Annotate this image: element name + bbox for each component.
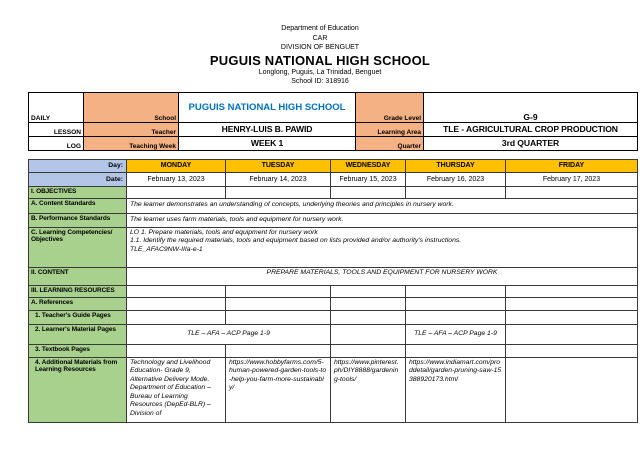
competencies-text <box>127 227 638 267</box>
learners-material-label: 2. Learner's Material Pages <box>29 324 127 344</box>
value-teacher: HENRY-LUIS B. PAWID <box>179 122 356 136</box>
competencies-row <box>29 227 638 267</box>
date-tuesday: February 14, 2023 <box>226 172 331 186</box>
school-name-heading: PUGUIS NATIONAL HIGH SCHOOL <box>209 52 431 68</box>
day-header-thursday: THURSDAY <box>406 159 506 172</box>
empty-cell <box>331 324 406 344</box>
additional-materials-label: 4. Additional Materials from Learning Resources <box>29 357 127 422</box>
empty-cell <box>506 186 638 198</box>
dll-main-table <box>28 159 638 423</box>
performance-standards-label: B. Performance Standards <box>29 213 127 227</box>
date-thursday: February 16, 2023 <box>406 172 506 186</box>
empty-cell <box>406 310 506 324</box>
division-line: DIVISION OF BENGUET <box>280 44 360 51</box>
dll-title-daily: DAILY <box>29 92 84 122</box>
school-id: School ID: 318916 <box>291 78 349 85</box>
competency-code: TLE_AFAC9NW-IIIa-e-1 <box>130 245 203 253</box>
learners-material-row <box>29 324 638 344</box>
dll-title-lesson: LESSON <box>29 122 84 136</box>
empty-cell <box>331 186 406 198</box>
empty-cell <box>506 285 638 297</box>
empty-cell <box>127 310 226 324</box>
empty-cell <box>226 297 331 310</box>
textbook-row <box>29 344 638 357</box>
references-row <box>29 297 638 310</box>
date-wednesday: February 15, 2023 <box>331 172 406 186</box>
empty-cell <box>226 285 331 297</box>
empty-cell <box>406 344 506 357</box>
competency-1-1: 1.1. Identify the required materials, tools and equipment based on lists provided and/or authority's instructions. <box>130 237 462 245</box>
content-standards-text: The learner demonstrates an understanding of concepts, underlying theories and principles in nursery work. <box>127 198 638 213</box>
content-text: PREPARE MATERIALS, TOOLS AND EQUIPMENT FOR NURSERY WORK <box>127 267 638 285</box>
empty-cell <box>331 344 406 357</box>
empty-cell <box>127 285 226 297</box>
empty-cell <box>406 285 506 297</box>
dll-info-table <box>28 92 638 151</box>
dll-title-log: LOG <box>29 136 84 150</box>
section-label-content: II. CONTENT <box>29 267 127 285</box>
value-quarter: 3rd QUARTER <box>424 136 638 150</box>
value-school-name: PUGUIS NATIONAL HIGH SCHOOL <box>179 92 356 122</box>
additional-materials-thursday: https://www.indiamart.com/proddetail/garden-pruning-saw-15388920173.html <box>406 357 506 422</box>
empty-cell <box>127 186 226 198</box>
performance-standards-text: The learner uses farm materials, tools and equipment for nursery work. <box>127 213 638 227</box>
additional-materials-tuesday: https://www.hobbyfarms.com/5-human-powered-garden-tools-to-help-you-farm-more-sustainably/ <box>226 357 331 422</box>
textbook-label: 3. Textbook Pages <box>29 344 127 357</box>
date-label-cell: Date: <box>29 172 127 186</box>
empty-cell <box>406 297 506 310</box>
label-teaching-week: Teaching Week <box>84 136 179 150</box>
empty-cell <box>506 324 638 344</box>
day-header-tuesday: TUESDAY <box>226 159 331 172</box>
empty-cell <box>406 186 506 198</box>
empty-cell <box>226 310 331 324</box>
day-header-monday: MONDAY <box>127 159 226 172</box>
teachers-guide-label: 1. Teacher's Guide Pages <box>29 310 127 324</box>
day-header-wednesday: WEDNESDAY <box>331 159 406 172</box>
section-label-learning-resources: III. LEARNING RESOURCES <box>29 285 127 297</box>
value-learning-area: TLE - AGRICULTURAL CROP PRODUCTION <box>424 122 638 136</box>
content-row <box>29 267 638 285</box>
content-standards-label: A. Content Standards <box>29 198 127 213</box>
section-label-references: A. References <box>29 297 127 310</box>
empty-cell <box>331 285 406 297</box>
label-quarter: Quarter <box>356 136 424 150</box>
label-teacher: Teacher <box>84 122 179 136</box>
doe-line: Department of Education <box>281 25 359 32</box>
learning-resources-row <box>29 285 638 297</box>
competency-lo1: LO 1. Prepare materials, tools and equipment for nursery work <box>130 228 318 236</box>
value-teaching-week: WEEK 1 <box>179 136 356 150</box>
teachers-guide-row <box>29 310 638 324</box>
date-row <box>29 172 638 186</box>
empty-cell <box>226 344 331 357</box>
letterhead <box>0 0 640 87</box>
empty-cell <box>331 310 406 324</box>
empty-cell <box>127 297 226 310</box>
day-label-cell: Day: <box>29 159 127 172</box>
content-standards-row <box>29 198 638 213</box>
empty-cell <box>506 297 638 310</box>
day-row <box>29 159 638 172</box>
additional-materials-row <box>29 357 638 422</box>
learners-material-mon-tue: TLE – AFA – ACP Page 1-9 <box>127 324 331 344</box>
school-address: Longlong, Puguis, La Trinidad, Benguet <box>258 68 382 76</box>
date-monday: February 13, 2023 <box>127 172 226 186</box>
empty-cell <box>506 344 638 357</box>
label-learning-area: Learning Area <box>356 122 424 136</box>
region-line: CAR <box>312 34 328 42</box>
performance-standards-row <box>29 213 638 227</box>
additional-materials-monday: Technology and Livelihood Education- Grade 9, Alternative Delivery Mode. Department of Education – Bureau of Learning Resources (DepEd-BLR) – Division of <box>127 357 226 422</box>
label-school: School <box>84 92 179 122</box>
learners-material-thu: TLE – AFA – ACP Page 1-9 <box>406 324 506 344</box>
date-friday: February 17, 2023 <box>506 172 638 186</box>
empty-cell <box>506 310 638 324</box>
label-grade-level: Grade Level <box>356 92 424 122</box>
value-grade-level: G-9 <box>424 92 638 122</box>
additional-materials-wednesday: https://www.pinterest.ph/DIY8888/gardening-tools/ <box>331 357 406 422</box>
section-label-objectives: I. OBJECTIVES <box>29 186 127 198</box>
empty-cell <box>226 186 331 198</box>
empty-cell <box>127 344 226 357</box>
empty-cell <box>331 297 406 310</box>
objectives-row <box>29 186 638 198</box>
empty-cell <box>506 357 638 422</box>
competencies-label: C. Learning Competencies/ Objectives <box>29 227 127 267</box>
day-header-friday: FRIDAY <box>506 159 638 172</box>
